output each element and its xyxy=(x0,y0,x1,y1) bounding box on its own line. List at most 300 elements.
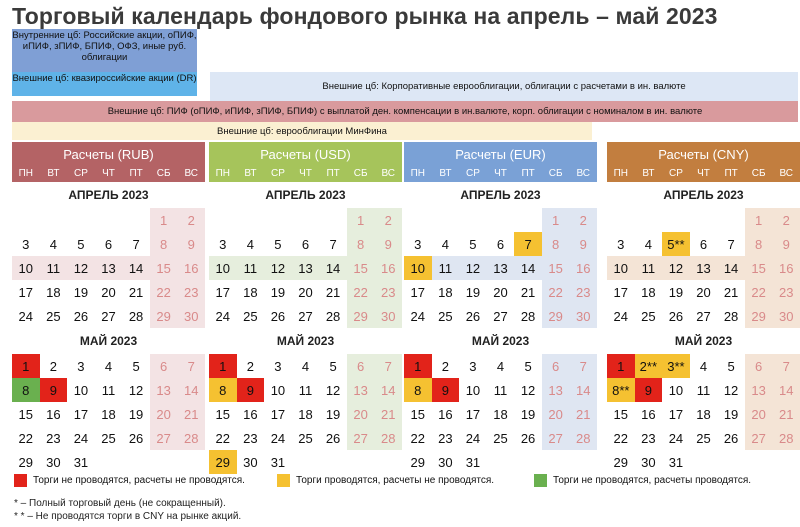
day-cell: 29 xyxy=(613,454,629,470)
day-cell: 13 xyxy=(542,378,570,402)
weekday-row xyxy=(12,166,205,182)
calendar-header-eur: Расчеты (EUR) xyxy=(404,142,597,166)
month-title-april: АПРЕЛЬ 2023 xyxy=(460,188,541,202)
day-cell: 22 xyxy=(613,430,629,446)
day-cell: 11 xyxy=(696,382,711,398)
empty-cell xyxy=(40,208,68,232)
day-cell: 14 xyxy=(514,256,542,280)
day-cell: 2 xyxy=(246,358,254,374)
empty-cell xyxy=(404,208,432,232)
day-cell: 3 xyxy=(617,236,625,252)
day-cell: 12 xyxy=(662,256,690,280)
empty-cell xyxy=(264,208,292,232)
day-cell: 18 xyxy=(101,406,116,422)
empty-cell xyxy=(487,208,515,232)
day-cell: 6 xyxy=(496,236,505,252)
day-cell: 8 xyxy=(150,232,178,256)
day-cell: 27 xyxy=(298,308,313,324)
day-cell: 10 xyxy=(270,382,286,398)
weekday-row xyxy=(607,166,800,182)
day-cell: 12 xyxy=(264,256,292,280)
day-cell: 4 xyxy=(104,358,113,374)
calendar-header-usd: Расчеты (USD) xyxy=(209,142,402,166)
day-cell: 14 xyxy=(569,378,597,402)
day-cell: 9 xyxy=(569,232,597,256)
calendar-eur xyxy=(404,142,597,470)
weekday-label: ПТ xyxy=(724,168,738,179)
day-cell: 3** xyxy=(662,354,690,378)
empty-cell xyxy=(459,208,487,232)
day-cell: 11 xyxy=(432,256,460,280)
day-cell: 30 xyxy=(772,304,800,328)
day-cell: 23 xyxy=(641,430,656,446)
day-cell: 26 xyxy=(73,308,89,324)
day-cell: 5 xyxy=(274,236,282,252)
month-grid-may xyxy=(209,354,402,474)
weekday-label: СБ xyxy=(751,168,766,179)
day-cell: 15 xyxy=(542,256,570,280)
day-cell: 22 xyxy=(410,430,426,446)
day-cell: 6 xyxy=(542,354,570,378)
day-cell: 28 xyxy=(128,308,144,324)
calendar-cny xyxy=(607,142,800,470)
day-cell: 1 xyxy=(209,354,237,378)
page-title: Торговый календарь фондового рынка на апрель – май 2023 xyxy=(12,3,718,29)
day-cell: 8 xyxy=(745,232,773,256)
empty-cell xyxy=(209,208,237,232)
legend-swatch-green xyxy=(534,474,547,487)
day-cell: 20 xyxy=(150,402,178,426)
weekday-label: ЧТ xyxy=(494,168,507,179)
weekday-label: СР xyxy=(465,168,480,179)
month-grid-april xyxy=(607,208,800,328)
month-grid-april xyxy=(404,208,597,328)
day-cell: 20 xyxy=(347,402,375,426)
day-cell: 20 xyxy=(542,402,570,426)
empty-cell xyxy=(607,208,635,232)
day-cell: 22 xyxy=(542,280,570,304)
legend-label-yellow: Торги проводятся, расчеты не проводятся. xyxy=(296,475,495,486)
day-cell: 6 xyxy=(150,354,178,378)
day-cell: 6 xyxy=(104,236,113,252)
day-cell: 22 xyxy=(215,430,231,446)
day-cell: 25 xyxy=(101,430,116,446)
day-cell: 27 xyxy=(101,308,116,324)
day-cell: 2 xyxy=(772,208,800,232)
day-cell: 24 xyxy=(410,308,426,324)
day-cell: 14 xyxy=(177,378,205,402)
day-cell: 21 xyxy=(374,402,402,426)
day-cell: 25 xyxy=(46,308,61,324)
day-cell: 28 xyxy=(520,308,536,324)
day-cell: 16 xyxy=(569,256,597,280)
day-cell: 29 xyxy=(542,304,570,328)
day-cell: 28 xyxy=(177,426,205,450)
day-cell: 22 xyxy=(150,280,178,304)
day-cell: 11 xyxy=(237,256,265,280)
day-cell: 3 xyxy=(219,236,227,252)
legend-swatch-yellow xyxy=(277,474,290,487)
calendar-usd xyxy=(209,142,402,470)
day-cell: 18 xyxy=(243,284,258,300)
empty-cell xyxy=(292,208,320,232)
day-cell: 28 xyxy=(374,426,402,450)
day-cell: 13 xyxy=(347,378,375,402)
day-cell: 1 xyxy=(745,208,773,232)
weekday-label: ПН xyxy=(410,168,425,179)
day-cell: 16 xyxy=(641,406,656,422)
day-cell: 13 xyxy=(690,256,718,280)
day-cell: 8** xyxy=(607,378,635,402)
month-title-may: МАЙ 2023 xyxy=(79,334,138,348)
legend-item-red xyxy=(14,474,245,487)
weekday-label: СБ xyxy=(156,168,171,179)
day-cell: 18 xyxy=(641,284,656,300)
legend-item-yellow xyxy=(277,474,494,487)
day-cell: 6 xyxy=(301,236,310,252)
day-cell: 19 xyxy=(465,284,481,300)
day-cell: 5 xyxy=(727,358,735,374)
day-cell: 23 xyxy=(46,430,61,446)
weekday-label: ЧТ xyxy=(102,168,115,179)
day-cell: 13 xyxy=(150,378,178,402)
calendar-header-cny: Расчеты (CNY) xyxy=(607,142,800,166)
day-cell: 30 xyxy=(243,454,258,470)
day-cell: 10 xyxy=(668,382,684,398)
footnotes xyxy=(14,497,241,523)
day-cell: 11 xyxy=(40,256,68,280)
day-cell: 20 xyxy=(493,284,508,300)
weekday-label: ВС xyxy=(184,168,199,179)
day-cell: 27 xyxy=(542,426,570,450)
empty-cell xyxy=(319,208,347,232)
day-cell: 20 xyxy=(298,284,313,300)
day-cell: 4 xyxy=(699,358,708,374)
day-cell: 15 xyxy=(18,406,34,422)
day-cell: 29 xyxy=(410,454,426,470)
day-cell: 2 xyxy=(49,358,57,374)
day-cell: 6 xyxy=(745,354,773,378)
day-cell: 3 xyxy=(77,358,85,374)
day-cell: 15 xyxy=(215,406,231,422)
day-cell: 7 xyxy=(569,354,597,378)
day-cell: 29 xyxy=(745,304,773,328)
day-cell: 14 xyxy=(374,378,402,402)
empty-cell xyxy=(690,208,718,232)
day-cell: 26 xyxy=(668,308,684,324)
day-cell: 1 xyxy=(12,354,40,378)
day-cell: 3 xyxy=(274,358,282,374)
day-cell: 1 xyxy=(542,208,570,232)
day-cell: 7 xyxy=(727,236,735,252)
day-cell: 1 xyxy=(347,208,375,232)
day-cell: 8 xyxy=(542,232,570,256)
day-cell: 24 xyxy=(73,430,89,446)
day-cell: 19 xyxy=(325,406,341,422)
day-cell: 19 xyxy=(668,284,684,300)
weekday-label: ВТ xyxy=(642,168,655,179)
day-cell: 5** xyxy=(662,232,690,256)
day-cell: 22 xyxy=(745,280,773,304)
day-cell: 8 xyxy=(209,378,237,402)
weekday-label: ПТ xyxy=(326,168,340,179)
band-russian-securities: Внутренние цб: Российские акции, оПИФ, иПИФ, зПИФ, БПИФ, ОФЗ, иные руб. облигации xyxy=(12,29,197,72)
month-grid-may xyxy=(404,354,597,474)
day-cell: 16 xyxy=(46,406,61,422)
weekday-label: ПН xyxy=(215,168,230,179)
band-funds-foreign-currency xyxy=(12,101,798,122)
empty-cell xyxy=(432,208,460,232)
day-cell: 22 xyxy=(347,280,375,304)
day-cell: 17 xyxy=(668,406,684,422)
day-cell: 5 xyxy=(329,358,337,374)
month-grid-april xyxy=(209,208,402,328)
legend-item-green xyxy=(534,474,751,487)
day-cell: 18 xyxy=(298,406,313,422)
weekday-label: ВС xyxy=(576,168,591,179)
legend-label-green: Торги не проводятся, расчеты проводятся. xyxy=(553,475,752,486)
day-cell: 31 xyxy=(73,454,89,470)
day-cell: 21 xyxy=(325,284,341,300)
day-cell: 25 xyxy=(641,308,656,324)
empty-cell xyxy=(514,208,542,232)
day-cell: 13 xyxy=(745,378,773,402)
month-title-april: АПРЕЛЬ 2023 xyxy=(68,188,149,202)
day-cell: 4 xyxy=(441,236,449,252)
day-cell: 23 xyxy=(569,280,597,304)
day-cell: 28 xyxy=(569,426,597,450)
day-cell: 9 xyxy=(40,378,68,402)
day-cell: 29 xyxy=(150,304,178,328)
empty-cell xyxy=(67,208,95,232)
day-cell: 12 xyxy=(520,382,536,398)
day-cell: 21 xyxy=(723,284,739,300)
day-cell: 25 xyxy=(298,430,313,446)
day-cell: 28 xyxy=(772,426,800,450)
day-cell: 14 xyxy=(319,256,347,280)
day-cell: 9 xyxy=(432,378,460,402)
day-cell: 9 xyxy=(374,232,402,256)
month-title-may: МАЙ 2023 xyxy=(276,334,335,348)
day-cell: 10 xyxy=(607,256,635,280)
day-cell: 14 xyxy=(122,256,150,280)
day-cell: 10 xyxy=(465,382,481,398)
day-cell: 19 xyxy=(723,406,739,422)
day-cell: 27 xyxy=(150,426,178,450)
day-cell: 28 xyxy=(325,308,341,324)
day-cell: 16 xyxy=(177,256,205,280)
calendar-header-rub: Расчеты (RUB) xyxy=(12,142,205,166)
band-pif-text: Внешние цб: ПИФ (оПИФ, иПИФ, зПИФ, БПИФ) с выплатой ден. компенсации в ин.валюте, корп. облигации с номиналом в ин. валюте xyxy=(107,106,703,117)
month-grid-may xyxy=(607,354,800,474)
day-cell: 15 xyxy=(613,406,629,422)
day-cell: 16 xyxy=(374,256,402,280)
day-cell: 30 xyxy=(569,304,597,328)
empty-cell xyxy=(12,208,40,232)
day-cell: 1 xyxy=(150,208,178,232)
day-cell: 31 xyxy=(668,454,684,470)
weekday-label: ПН xyxy=(613,168,628,179)
day-cell: 5 xyxy=(132,358,140,374)
weekday-label: ВТ xyxy=(439,168,452,179)
day-cell: 3 xyxy=(22,236,30,252)
day-cell: 1 xyxy=(607,354,635,378)
day-cell: 5 xyxy=(469,236,477,252)
day-cell: 18 xyxy=(46,284,61,300)
legend-swatch-red xyxy=(14,474,27,487)
day-cell: 6 xyxy=(347,354,375,378)
day-cell: 2 xyxy=(441,358,449,374)
day-cell: 11 xyxy=(493,382,508,398)
day-cell: 23 xyxy=(438,430,453,446)
day-cell: 16 xyxy=(438,406,453,422)
day-cell: 15 xyxy=(150,256,178,280)
weekday-label: ВТ xyxy=(47,168,60,179)
legend xyxy=(14,474,800,488)
day-cell: 17 xyxy=(73,406,89,422)
day-cell: 23 xyxy=(177,280,205,304)
day-cell: 17 xyxy=(270,406,286,422)
day-cell: 26 xyxy=(465,308,481,324)
weekday-row xyxy=(404,166,597,182)
day-cell: 18 xyxy=(493,406,508,422)
day-cell: 12 xyxy=(325,382,341,398)
day-cell: 7 xyxy=(132,236,140,252)
weekday-row xyxy=(209,166,402,182)
day-cell: 24 xyxy=(215,308,231,324)
weekday-label: СБ xyxy=(548,168,563,179)
day-cell: 13 xyxy=(95,256,123,280)
weekday-label: ПТ xyxy=(129,168,143,179)
day-cell: 27 xyxy=(347,426,375,450)
day-cell: 6 xyxy=(699,236,708,252)
day-cell: 7 xyxy=(772,354,800,378)
day-cell: 21 xyxy=(569,402,597,426)
day-cell: 19 xyxy=(128,406,144,422)
day-cell: 19 xyxy=(73,284,89,300)
day-cell: 5 xyxy=(77,236,85,252)
day-cell: 24 xyxy=(465,430,481,446)
day-cell: 4 xyxy=(644,236,652,252)
month-title-may: МАЙ 2023 xyxy=(471,334,530,348)
weekday-label: ВС xyxy=(381,168,396,179)
day-cell: 4 xyxy=(301,358,310,374)
day-cell: 10 xyxy=(12,256,40,280)
day-cell: 21 xyxy=(177,402,205,426)
day-cell: 1 xyxy=(404,354,432,378)
month-title-may: МАЙ 2023 xyxy=(674,334,733,348)
day-cell: 8 xyxy=(12,378,40,402)
day-cell: 17 xyxy=(215,284,231,300)
day-cell: 18 xyxy=(696,406,711,422)
day-cell: 26 xyxy=(723,430,739,446)
day-cell: 22 xyxy=(18,430,34,446)
day-cell: 20 xyxy=(696,284,711,300)
day-cell: 21 xyxy=(520,284,536,300)
day-cell: 14 xyxy=(717,256,745,280)
day-cell: 26 xyxy=(128,430,144,446)
day-cell: 27 xyxy=(493,308,508,324)
month-grid-may xyxy=(12,354,205,474)
day-cell: 12 xyxy=(459,256,487,280)
day-cell: 25 xyxy=(696,430,711,446)
day-cell: 4 xyxy=(49,236,57,252)
day-cell: 11 xyxy=(298,382,313,398)
day-cell: 25 xyxy=(493,430,508,446)
day-cell: 18 xyxy=(438,284,453,300)
day-cell: 7 xyxy=(329,236,337,252)
day-cell: 13 xyxy=(487,256,515,280)
day-cell: 3 xyxy=(469,358,477,374)
day-cell: 2 xyxy=(569,208,597,232)
day-cell: 15 xyxy=(410,406,426,422)
day-cell: 24 xyxy=(668,430,684,446)
footnote-1: * – Полный торговый день (не сокращенный). xyxy=(14,498,226,509)
weekday-label: СБ xyxy=(353,168,368,179)
day-cell: 2 xyxy=(374,208,402,232)
day-cell: 7 xyxy=(514,232,542,256)
empty-cell xyxy=(662,208,690,232)
day-cell: 20 xyxy=(101,284,116,300)
band-corp-text: Внешние цб: Корпоративные еврооблигации, облигации с расчетами в ин. валюте xyxy=(322,81,686,92)
weekday-label: ЧТ xyxy=(697,168,710,179)
day-cell: 23 xyxy=(374,280,402,304)
day-cell: 16 xyxy=(772,256,800,280)
calendar-rub xyxy=(12,142,205,470)
day-cell: 30 xyxy=(374,304,402,328)
day-cell: 24 xyxy=(270,430,286,446)
day-cell: 24 xyxy=(18,308,34,324)
day-cell: 15 xyxy=(347,256,375,280)
day-cell: 26 xyxy=(520,430,536,446)
day-cell: 27 xyxy=(696,308,711,324)
weekday-label: ПН xyxy=(18,168,33,179)
month-grid-april xyxy=(12,208,205,328)
footnote-2: * * – Не проводятся торги в CNY на рынке акций. xyxy=(14,511,242,522)
legend-label-red: Торги не проводятся, расчеты не проводятся. xyxy=(33,475,245,486)
day-cell: 10 xyxy=(404,256,432,280)
day-cell: 27 xyxy=(745,426,773,450)
day-cell: 11 xyxy=(635,256,663,280)
day-cell: 3 xyxy=(414,236,422,252)
day-cell: 31 xyxy=(270,454,286,470)
day-cell: 5 xyxy=(524,358,532,374)
weekday-label: ВТ xyxy=(244,168,257,179)
band-corporate-eurobonds xyxy=(210,72,798,101)
empty-cell xyxy=(95,208,123,232)
day-cell: 4 xyxy=(496,358,505,374)
day-cell: 2 xyxy=(177,208,205,232)
day-cell: 9 xyxy=(772,232,800,256)
day-cell: 9 xyxy=(177,232,205,256)
day-cell: 21 xyxy=(772,402,800,426)
day-cell: 13 xyxy=(292,256,320,280)
day-cell: 8 xyxy=(347,232,375,256)
month-title-april: АПРЕЛЬ 2023 xyxy=(663,188,744,202)
day-cell: 29 xyxy=(18,454,34,470)
day-cell: 2** xyxy=(635,354,663,378)
day-cell: 7 xyxy=(374,354,402,378)
day-cell: 23 xyxy=(772,280,800,304)
weekday-label: СР xyxy=(73,168,88,179)
day-cell: 17 xyxy=(465,406,481,422)
day-cell: 10 xyxy=(209,256,237,280)
day-cell: 10 xyxy=(73,382,89,398)
day-cell: 29 xyxy=(209,450,237,474)
day-cell: 25 xyxy=(438,308,453,324)
day-cell: 21 xyxy=(128,284,144,300)
day-cell: 26 xyxy=(270,308,286,324)
